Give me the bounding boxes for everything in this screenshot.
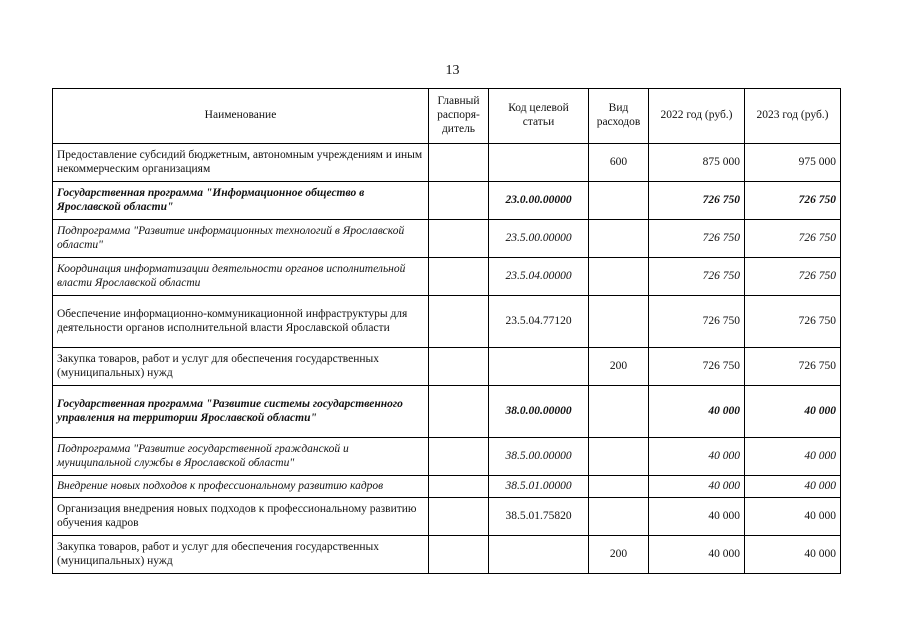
table-row [53,476,841,498]
cell-type: 600 [589,144,649,182]
cell-admin [429,258,489,296]
cell-2022: 726 750 [649,296,745,348]
table-row [53,386,841,438]
cell-code [489,536,589,574]
cell-name: Закупка товаров, работ и услуг для обеспечения государственных (муниципальных) нужд [53,348,429,386]
cell-name: Внедрение новых подходов к профессиональному развитию кадров [53,476,429,498]
table-row [53,498,841,536]
table-row [53,348,841,386]
cell-type [589,498,649,536]
header-2022: 2022 год (руб.) [649,89,745,144]
cell-admin [429,438,489,476]
cell-name: Закупка товаров, работ и услуг для обеспечения государственных (муниципальных) нужд [53,536,429,574]
cell-admin [429,182,489,220]
cell-code [489,348,589,386]
cell-code [489,144,589,182]
cell-code: 38.5.01.00000 [489,476,589,498]
cell-2023: 40 000 [745,498,841,536]
header-name: Наименование [53,89,429,144]
cell-admin [429,476,489,498]
cell-2022: 40 000 [649,498,745,536]
table-row [53,220,841,258]
cell-2023: 726 750 [745,258,841,296]
cell-name: Государственная программа "Развитие системы государственного управления на территории Ярославской области" [53,386,429,438]
cell-type [589,476,649,498]
cell-2023: 40 000 [745,438,841,476]
cell-2023: 726 750 [745,220,841,258]
table-row [53,438,841,476]
cell-type [589,220,649,258]
cell-2022: 726 750 [649,348,745,386]
cell-2023: 40 000 [745,476,841,498]
cell-code: 38.5.01.75820 [489,498,589,536]
cell-name: Подпрограмма "Развитие информационных технологий в Ярославской области" [53,220,429,258]
cell-2022: 40 000 [649,386,745,438]
cell-admin [429,386,489,438]
table-body [53,144,841,574]
cell-code: 38.5.00.00000 [489,438,589,476]
cell-2022: 875 000 [649,144,745,182]
cell-name: Предоставление субсидий бюджетным, автономным учреждениям и иным некоммерческим организациям [53,144,429,182]
cell-2022: 40 000 [649,476,745,498]
cell-code: 23.5.00.00000 [489,220,589,258]
cell-code: 23.5.04.77120 [489,296,589,348]
table-row [53,182,841,220]
cell-name: Организация внедрения новых подходов к профессиональному развитию обучения кадров [53,498,429,536]
cell-code: 23.0.00.00000 [489,182,589,220]
cell-2022: 40 000 [649,536,745,574]
cell-name: Государственная программа "Информационное общество в Ярославской области" [53,182,429,220]
cell-2023: 40 000 [745,386,841,438]
cell-type [589,386,649,438]
cell-type: 200 [589,536,649,574]
budget-table [52,88,841,574]
cell-2023: 975 000 [745,144,841,182]
header-2023: 2023 год (руб.) [745,89,841,144]
cell-type [589,258,649,296]
cell-admin [429,536,489,574]
cell-2023: 40 000 [745,536,841,574]
header-code: Код целевой статьи [489,89,589,144]
cell-type [589,438,649,476]
cell-type [589,182,649,220]
cell-admin [429,296,489,348]
cell-code: 23.5.04.00000 [489,258,589,296]
cell-2022: 726 750 [649,182,745,220]
table-row [53,144,841,182]
cell-admin [429,348,489,386]
page-number: 13 [445,63,460,78]
cell-2022: 726 750 [649,258,745,296]
cell-type: 200 [589,348,649,386]
cell-2022: 726 750 [649,220,745,258]
cell-name: Подпрограмма "Развитие государственной гражданской и муниципальной службы в Ярославской области" [53,438,429,476]
cell-2023: 726 750 [745,296,841,348]
cell-2023: 726 750 [745,182,841,220]
header-type: Вид расходов [589,89,649,144]
cell-admin [429,144,489,182]
cell-code: 38.0.00.00000 [489,386,589,438]
table-header-row [53,89,841,144]
cell-2022: 40 000 [649,438,745,476]
cell-type [589,296,649,348]
cell-name: Обеспечение информационно-коммуникационной инфраструктуры для деятельности органов исполнительной власти Ярославской области [53,296,429,348]
header-admin: Главный распоря-дитель [429,89,489,144]
table-row [53,258,841,296]
cell-admin [429,498,489,536]
cell-admin [429,220,489,258]
cell-name: Координация информатизации деятельности органов исполнительной власти Ярославской области [53,258,429,296]
cell-2023: 726 750 [745,348,841,386]
table-row [53,536,841,574]
table-row [53,296,841,348]
